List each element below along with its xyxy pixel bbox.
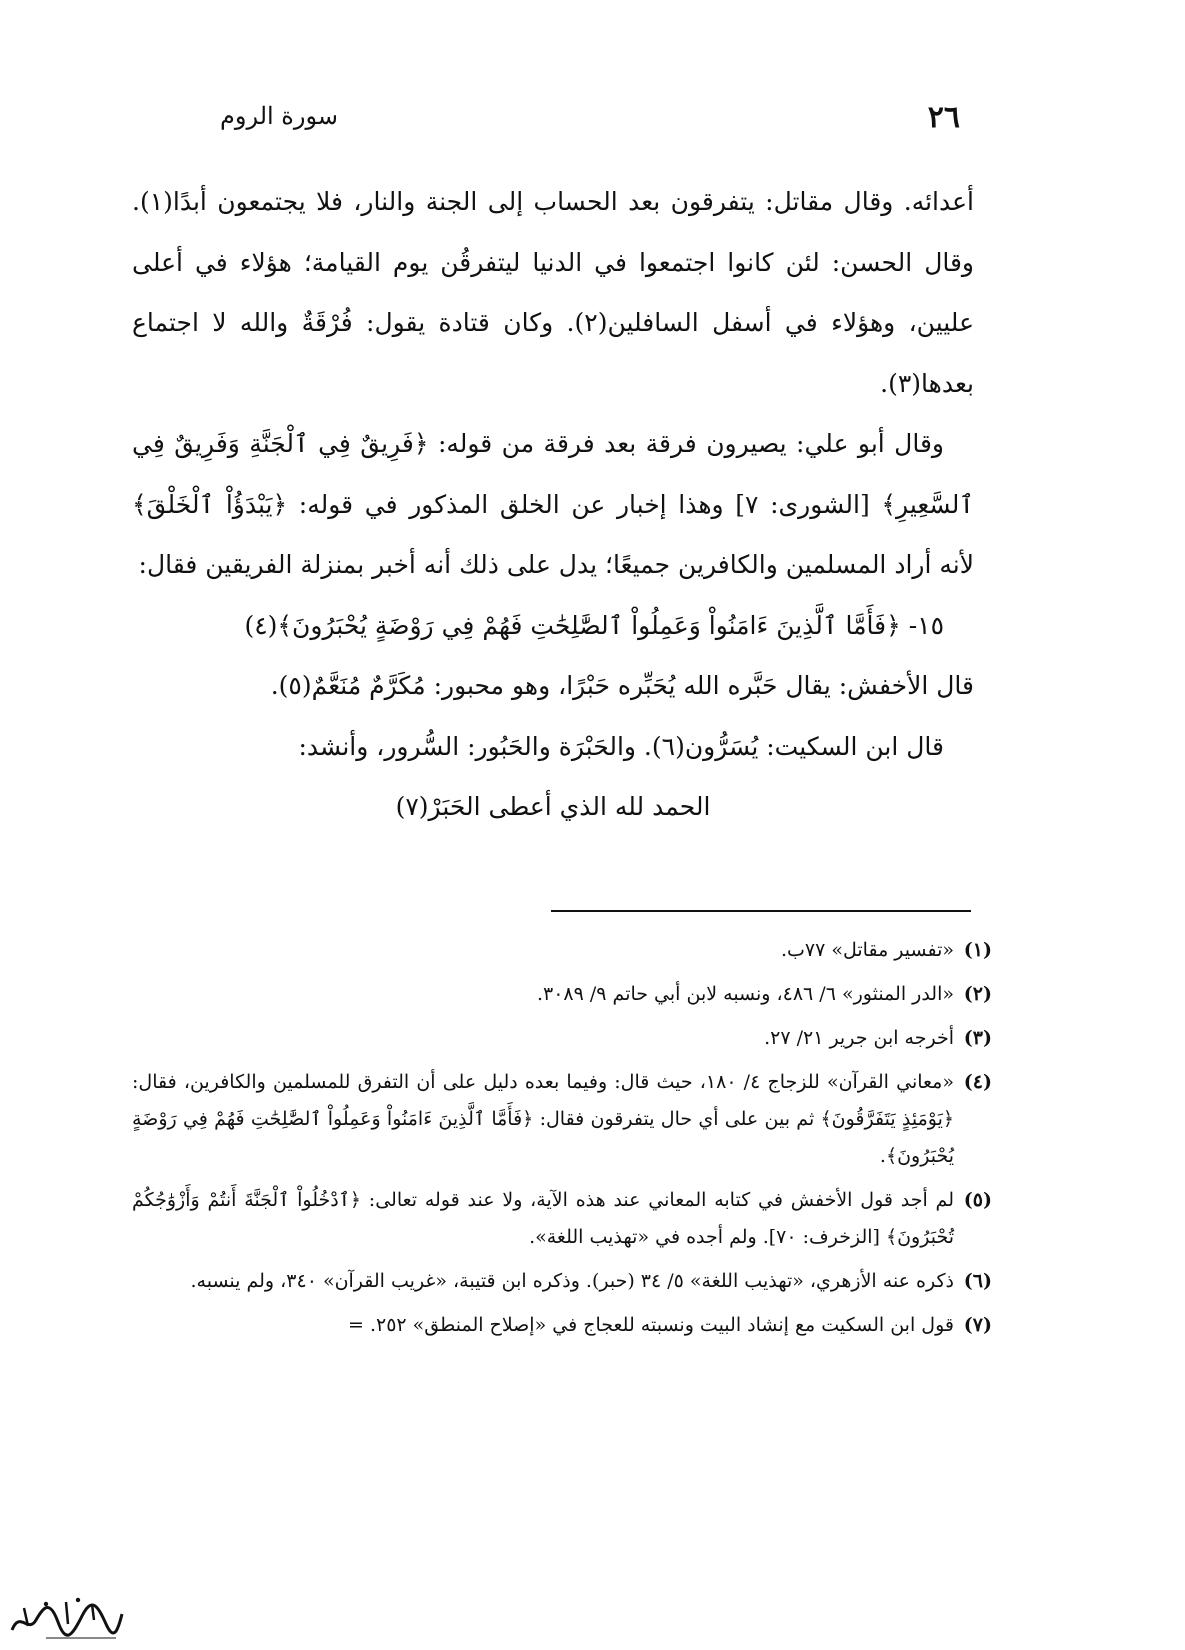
footnote xyxy=(132,1064,992,1175)
page-header xyxy=(200,100,960,140)
footnote-text: قول ابن السكيت مع إنشاد البيت ونسبته للعجاج في «إصلاح المنطق» ٢٥٢. = xyxy=(348,1314,954,1336)
footnote-text: «الدر المنثور» ٦/ ٤٨٦، ونسبه لابن أبي حاتم ٩/ ٣٠٨٩. xyxy=(536,983,954,1005)
paragraph-2: وقال أبو علي: يصيرون فرقة بعد فرقة من قوله: ﴿فَرِيقٌ فِي ٱلْجَنَّةِ وَفَرِيقٌ فِي ٱلسَّعِيرِ﴾ [الشورى: ٧] وهذا إخبار عن الخلق المذكور في قوله: ﴿يَبْدَؤُاْ ٱلْخَلْقَ﴾ لأنه أراد المسلمين والكافرين جميعًا؛ يدل على ذلك أنه أخبر بمنزلة الفريقين فقال: xyxy=(132,429,975,579)
footnote xyxy=(132,932,992,969)
verse-15: ١٥- ﴿فَأَمَّا ٱلَّذِينَ ءَامَنُواْ وَعَمِلُواْ ٱلصَّٰلِحَٰتِ فَهُمْ فِي رَوْضَةٍ يُحْبَرُونَ﴾(٤) xyxy=(244,610,944,640)
footnote-number: (٤) xyxy=(963,1071,992,1093)
footnote-number: (٦) xyxy=(963,1270,992,1292)
footnote-number: (١) xyxy=(963,939,992,961)
page-number: ٢٦ xyxy=(927,100,960,135)
footnote-text: أخرجه ابن جرير ٢١/ ٢٧. xyxy=(764,1027,954,1049)
footnote xyxy=(132,976,992,1013)
main-text xyxy=(132,172,974,838)
footnote xyxy=(132,1307,992,1344)
library-stamp-logo xyxy=(6,1590,126,1642)
paragraph-1: أعدائه. وقال مقاتل: يتفرقون بعد الحساب إلى الجنة والنار، فلا يجتمعون أبدًا(١). وقال الحسن: لئن كانوا اجتمعوا في الدنيا ليتفرقُن يوم القيامة؛ هؤلاء في أعلى عليين، وهؤلاء في أسفل السافلين(٢). وكان قتادة يقول: فُرْقَةٌ والله لا اجتماع بعدها(٣). xyxy=(132,187,974,398)
footnote-divider xyxy=(551,910,971,912)
footnote xyxy=(132,1182,992,1256)
footnote-text: «تفسير مقاتل» ٧٧ب. xyxy=(780,939,954,961)
running-title: سورة الروم xyxy=(220,102,338,130)
paragraph-akhfash: قال الأخفش: يقال حَبَّره الله يُحَبِّره حَبْرًا، وهو محبور: مُكَرَّمٌ مُنَعَّمٌ(٥). xyxy=(270,671,974,700)
poem-line: الحمد لله الذي أعطى الحَبَرْ(٧) xyxy=(395,792,711,821)
footnotes xyxy=(132,932,992,1351)
footnote-text: لم أجد قول الأخفش في كتابه المعاني عند هذه الآية، ولا عند قوله تعالى: ﴿ٱدْخُلُواْ ٱلْجَنَّةَ أَنتُمْ وَأَزْوَٰجُكُمْ تُحْبَرُونَ﴾ [الزخرف: ٧٠]. ولم أجده في «تهذيب اللغة». xyxy=(132,1189,954,1248)
footnote-number: (٣) xyxy=(963,1027,992,1049)
footnote-text: «معاني القرآن» للزجاج ٤/ ١٨٠، حيث قال: وفيما بعده دليل على أن التفرق للمسلمين والكافرين، فقال: ﴿يَوْمَئِذٍ يَتَفَرَّقُونَ﴾ ثم بين على أي حال يتفرقون فقال: ﴿فَأَمَّا ٱلَّذِينَ ءَامَنُواْ وَعَمِلُواْ ٱلصَّٰلِحَٰتِ فَهُمْ فِي رَوْضَةٍ يُحْبَرُونَ﴾. xyxy=(132,1071,954,1167)
footnote-number: (٧) xyxy=(963,1314,992,1336)
footnote xyxy=(132,1020,992,1057)
footnote-text: ذكره عنه الأزهري، «تهذيب اللغة» ٥/ ٣٤ (حبر). وذكره ابن قتيبة، «غريب القرآن» ٣٤٠، ولم ينسبه. xyxy=(190,1270,954,1292)
footnote-number: (٢) xyxy=(963,983,992,1005)
footnote-number: (٥) xyxy=(963,1189,992,1211)
paragraph-ibn-sikkit: قال ابن السكيت: يُسَرُّون(٦). والحَبْرَة والحَبُور: السُّرور، وأنشد: xyxy=(298,731,944,761)
footnote xyxy=(132,1263,992,1300)
